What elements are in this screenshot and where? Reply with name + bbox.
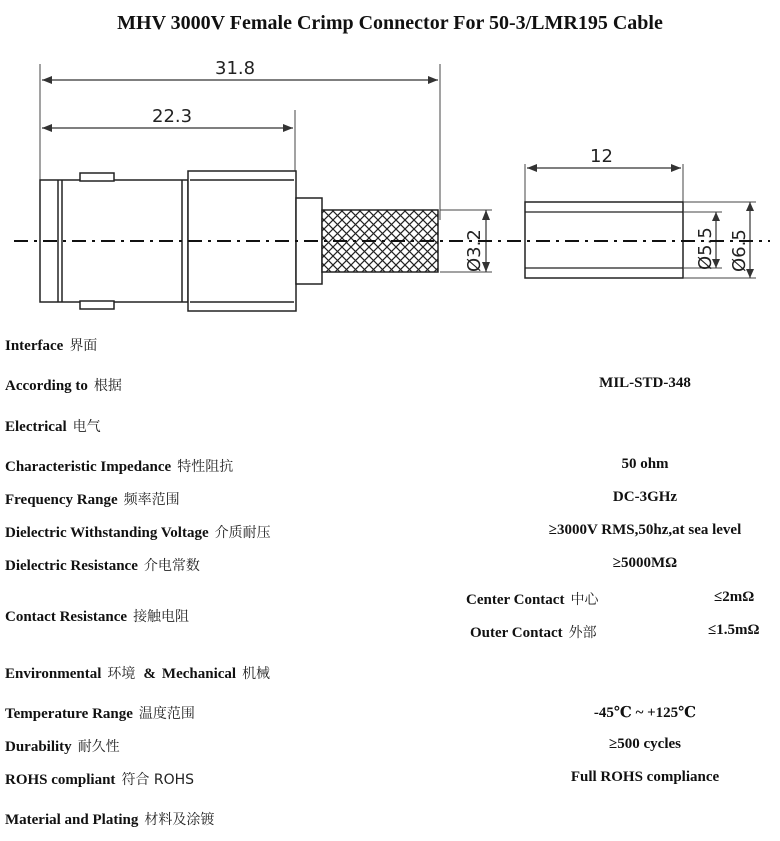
spec-according-label: According to 根据 (5, 378, 122, 394)
spec-temperature-label: Temperature Range 温度范围 (5, 706, 195, 722)
connector-technical-drawing (0, 40, 780, 330)
spec-durability-value: ≥500 cycles (609, 736, 681, 752)
dimension-crimp-diameter-label: Ø3.2 (464, 229, 485, 272)
spec-frequency-value: DC-3GHz (612, 489, 678, 505)
spec-durability-label: Durability 耐久性 (5, 739, 120, 755)
ferrule (525, 146, 683, 278)
dimension-ferrule-inner-label: Ø5.5 (695, 227, 716, 270)
spec-withstanding-value: ≥3000V RMS,50hz,at sea level (548, 522, 742, 538)
spec-according-value: MIL-STD-348 (599, 375, 691, 391)
dimension-body-length (42, 106, 295, 180)
spec-impedance-value: 50 ohm (621, 456, 669, 472)
dimension-ferrule-length-label: 12 (590, 146, 613, 167)
spec-interface-label: Interface 界面 (5, 338, 98, 354)
dimension-body-label: 22.3 (152, 106, 193, 127)
spec-temperature-value: -45℃ ~ +125℃ (593, 705, 697, 721)
spec-electrical-label: Electrical 电气 (5, 419, 101, 435)
spec-center-contact-value: ≤2mΩ (714, 589, 755, 605)
spec-dielectric-res-value: ≥5000MΩ (612, 555, 678, 571)
dimension-overall-label: 31.8 (215, 58, 256, 79)
spec-rohs-label: ROHS compliant 符合 ROHS (5, 772, 195, 788)
spec-impedance-label: Characteristic Impedance 特性阻抗 (5, 459, 234, 475)
spec-dielectric-res-label: Dielectric Resistance 介电常数 (5, 558, 200, 574)
spec-outer-contact-label: Outer Contact 外部 (470, 625, 597, 641)
spec-center-contact-label: Center Contact 中心 (466, 592, 599, 608)
spec-withstanding-label: Dielectric Withstanding Voltage 介质耐压 (5, 525, 271, 541)
spec-environmental-label: Environmental 环境 & Mechanical 机械 (5, 666, 271, 682)
spec-contact-res-label: Contact Resistance 接触电阻 (5, 609, 190, 625)
page-title: MHV 3000V Female Crimp Connector For 50-3/LMR195 Cable (117, 12, 663, 34)
spec-outer-contact-value: ≤1.5mΩ (708, 622, 760, 638)
spec-frequency-label: Frequency Range 频率范围 (5, 492, 180, 508)
spec-material-label: Material and Plating 材料及涂镀 (5, 812, 215, 828)
spec-rohs-value: Full ROHS compliance (570, 769, 720, 785)
spec-table (0, 325, 780, 841)
dimension-ferrule-outer-label: Ø6.5 (729, 229, 750, 272)
